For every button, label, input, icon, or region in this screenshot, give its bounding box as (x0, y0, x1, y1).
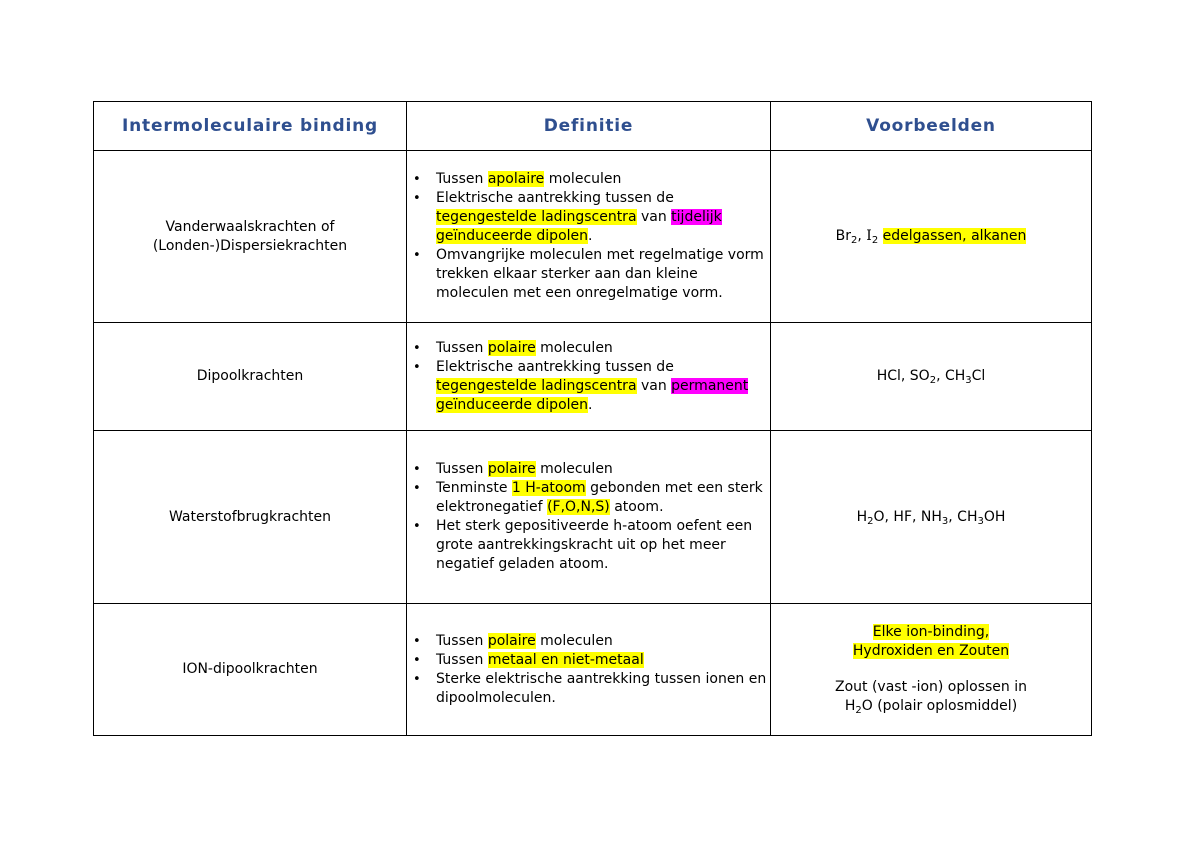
highlight: apolaire (487, 171, 545, 187)
highlight: 1 H-atoom (511, 480, 586, 496)
examples-cell: HCl, $SO_2$, $CH_3Cl$ (771, 323, 1092, 431)
highlight: Elke ion-binding, (872, 624, 990, 640)
definition-bullet: • Tenminste 1 H-atoom gebonden met een sterk elektronegatief (F,O,N,S) atoom. (413, 480, 763, 515)
bullet-icon: • (413, 481, 421, 496)
bullet-icon: • (413, 519, 421, 534)
definition-bullet: • Omvangrijke moleculen met regelmatige vorm trekken elkaar sterker aan dan kleine moleculen met een onregelmatige vorm. (413, 247, 764, 301)
highlight: geïnduceerde dipolen (436, 396, 589, 413)
bullet-icon: • (413, 248, 421, 263)
binding-name-line: (Londen-)Dispersiekrachten (152, 237, 348, 254)
definition-bullet: • Sterke elektrische aantrekking tussen ionen en dipoolmoleculen. (413, 670, 767, 706)
header-binding: Intermoleculaire binding (94, 102, 407, 151)
header-definitie: Definitie (407, 102, 771, 151)
bullet-icon: • (413, 652, 421, 668)
highlight: tegengestelde ladingscentra (436, 377, 637, 394)
definition-cell (407, 323, 771, 431)
table-row (94, 604, 1092, 736)
highlight: polaire (487, 339, 536, 356)
highlight: Hydroxiden en Zouten (852, 643, 1010, 659)
binding-name-cell: Dipoolkrachten (94, 323, 407, 431)
highlight: (F,O,N,S) (547, 499, 610, 515)
definition-bullet: • Tussen metaal en niet-metaal (413, 651, 644, 668)
bullet-icon: • (413, 191, 421, 206)
table-row (94, 323, 1092, 431)
highlight: polaire (487, 632, 536, 649)
definition-bullet: • Tussen polaire moleculen (413, 339, 613, 356)
example-line: $H_2O$ (polair oplosmiddel) (844, 698, 1018, 716)
definition-bullet: • Tussen apolaire moleculen (413, 171, 622, 187)
bullet-icon: • (413, 671, 421, 687)
table-row (94, 431, 1092, 604)
highlight: tegengestelde ladingscentra (436, 209, 637, 225)
bullet-icon: • (413, 340, 421, 356)
table-header-row (94, 102, 1092, 151)
examples-cell (771, 604, 1092, 736)
binding-name-cell (94, 151, 407, 323)
bullet-icon: • (413, 462, 421, 477)
highlight: polaire (487, 461, 536, 477)
highlight: edelgassen, alkanen (882, 228, 1027, 244)
bullet-icon: • (413, 633, 421, 649)
highlight-magenta: permanent (671, 377, 749, 394)
definition-cell (407, 431, 771, 604)
binding-name-cell: ION-dipoolkrachten (94, 604, 407, 736)
intermolecular-forces-table (93, 101, 1092, 736)
highlight-magenta: tijdelijk (671, 209, 722, 225)
examples-cell: $H_2O$, HF, $NH_3$, $CH_3OH$ (771, 431, 1092, 604)
highlight: geïnduceerde dipolen (436, 228, 589, 244)
definition-bullet: • Elektrische aantrekking tussen de tegengestelde ladingscentra van tijdelijk geïnduceerde dipolen. (413, 190, 722, 244)
bullet-icon: • (413, 359, 421, 375)
bullet-icon: • (413, 172, 421, 187)
examples-cell: $Br_2$, $I_2$ edelgassen, alkanen (771, 151, 1092, 323)
definition-bullet: • Tussen polaire moleculen (413, 632, 613, 649)
definition-bullet: • Tussen polaire moleculen (413, 461, 613, 477)
definition-bullet: • Het sterk gepositiveerde h-atoom oefent een grote aantrekkingskracht uit op het meer negatief geladen atoom. (413, 518, 753, 572)
definition-bullet: • Elektrische aantrekking tussen de tegengestelde ladingscentra van permanent geïnduceerde dipolen. (413, 358, 749, 413)
table-row (94, 151, 1092, 323)
example-line: Zout (vast -ion) oplossen in (834, 679, 1027, 695)
binding-name-line: Vanderwaalskrachten of (165, 218, 335, 235)
header-voorbeelden: Voorbeelden (771, 102, 1092, 151)
definition-cell (407, 604, 771, 736)
highlight: metaal en niet-metaal (487, 651, 644, 668)
definition-cell (407, 151, 771, 323)
binding-name-cell: Waterstofbrugkrachten (94, 431, 407, 604)
